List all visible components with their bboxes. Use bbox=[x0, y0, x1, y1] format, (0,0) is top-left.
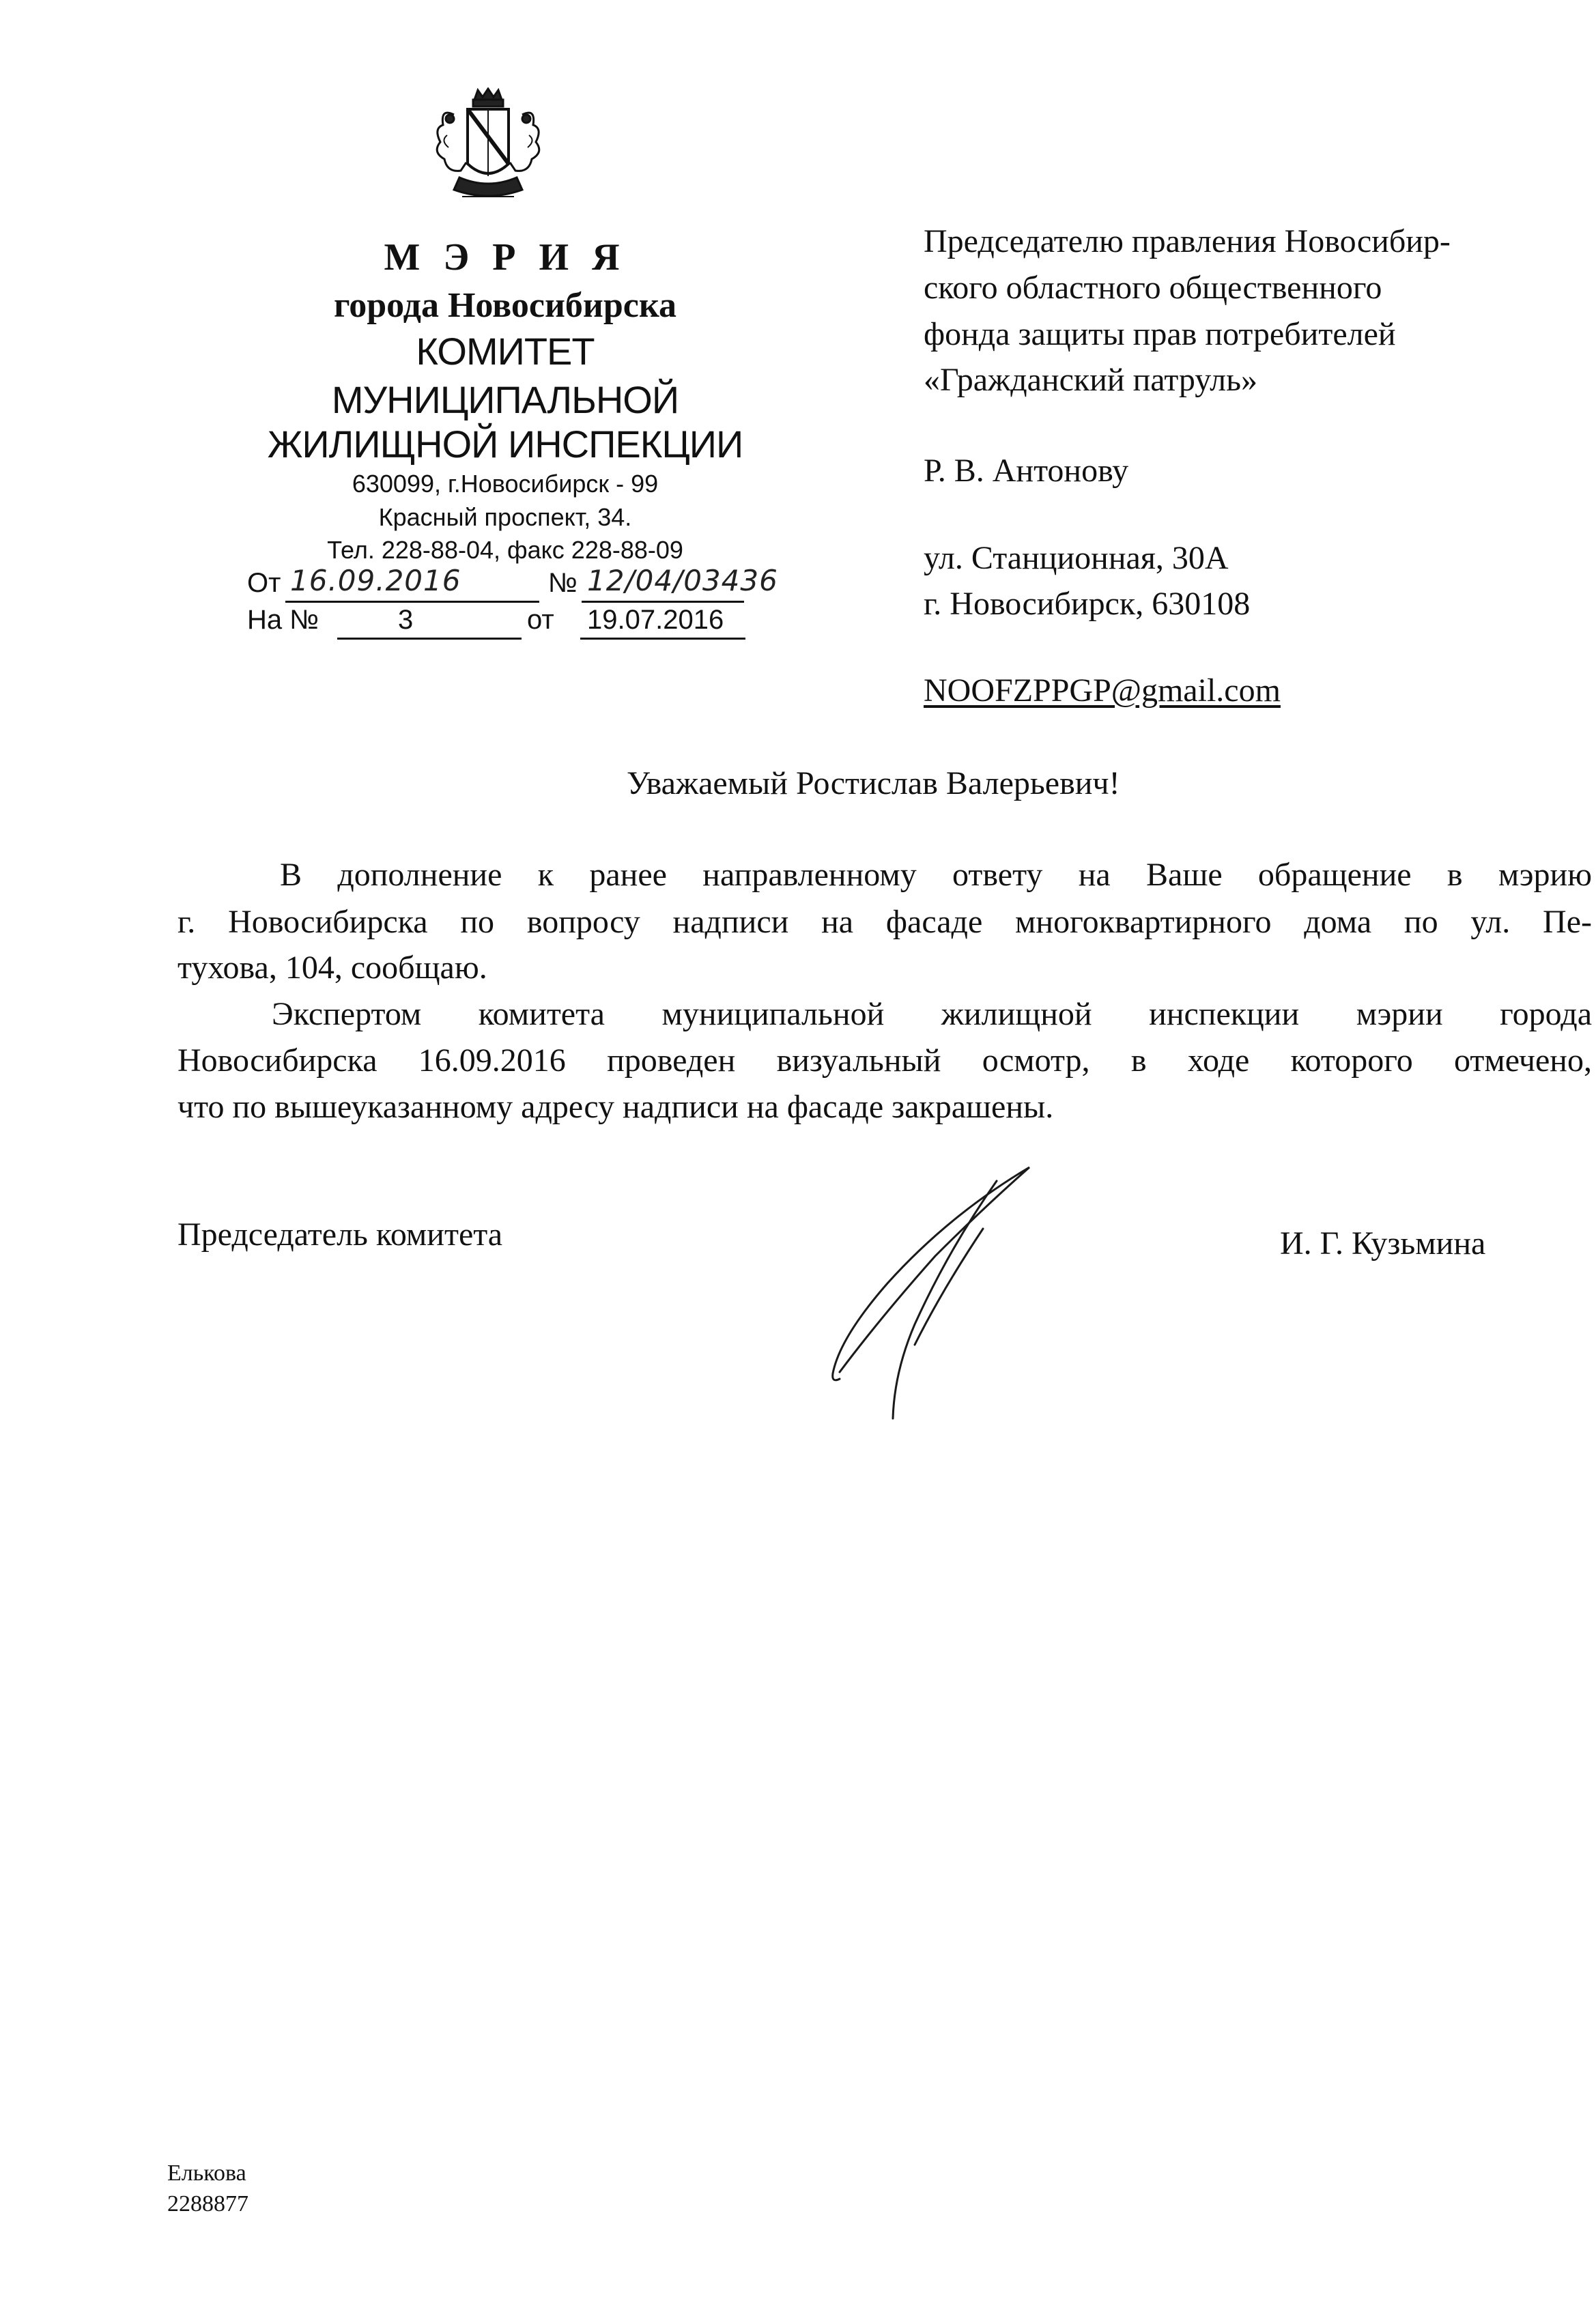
paragraph-line: Новосибирска 16.09.2016 проведен визуальный осмотр, в ходе которого отмечено, bbox=[177, 1042, 1592, 1079]
addressee-city: г. Новосибирск, 630108 bbox=[924, 586, 1251, 622]
letterhead-committee-line: ЖИЛИЩНОЙ ИНСПЕКЦИИ bbox=[267, 423, 743, 466]
addressee-email[interactable]: NOOFZPPGP@gmail.com bbox=[924, 672, 1281, 709]
addressee-line: Председателю правления Новосибир- bbox=[924, 223, 1451, 259]
salutation: Уважаемый Ростислав Валерьевич! bbox=[627, 765, 1120, 801]
addressee-line: «Гражданский патруль» bbox=[924, 362, 1258, 398]
paragraph-line: г. Новосибирска по вопросу надписи на фасаде многоквартирного дома по ул. Пе- bbox=[177, 904, 1592, 940]
paragraph-line: что по вышеуказанному адресу надписи на фасаде закрашены. bbox=[177, 1089, 1054, 1125]
addressee-street: ул. Станционная, 30А bbox=[924, 540, 1229, 576]
letterhead-phone: Тел. 228-88-04, факс 228-88-09 bbox=[327, 536, 683, 564]
addressee-line: фонда защиты прав потребителей bbox=[924, 316, 1396, 352]
signatory-name: И. Г. Кузьмина bbox=[1280, 1225, 1486, 1261]
paragraph-line: Экспертом комитета муниципальной жилищной инспекции мэрии города bbox=[272, 996, 1592, 1032]
letterhead-street: Красный проспект, 34. bbox=[378, 503, 632, 531]
from-label: От bbox=[247, 568, 281, 598]
outgoing-date: 16.09.2016 bbox=[290, 564, 461, 597]
signatory-position: Председатель комитета bbox=[177, 1216, 503, 1253]
re-from-label: от bbox=[527, 605, 554, 635]
re-date: 19.07.2016 bbox=[587, 605, 724, 635]
number-underline bbox=[582, 601, 744, 603]
handwritten-signature-icon bbox=[812, 1154, 1099, 1427]
letterhead-committee-line: КОМИТЕТ bbox=[416, 330, 595, 373]
letterhead-org: М Э Р И Я bbox=[384, 236, 627, 279]
re-label: На № bbox=[247, 605, 319, 635]
outgoing-number: 12/04/03436 bbox=[587, 564, 778, 597]
paragraph-line: тухова, 104, сообщаю. bbox=[177, 950, 487, 986]
addressee-line: ского областного общественного bbox=[924, 270, 1382, 306]
paragraph-line: В дополнение к ранее направленному ответу на Ваше обращение в мэрию bbox=[280, 857, 1592, 893]
number-label: № bbox=[548, 568, 578, 598]
letterhead-city: города Новосибирска bbox=[333, 286, 677, 325]
letterhead-committee-line: МУНИЦИПАЛЬНОЙ bbox=[331, 378, 679, 421]
coat-of-arms-icon bbox=[420, 87, 556, 212]
date-underline bbox=[285, 601, 539, 603]
letterhead-address: 630099, г.Новосибирск - 99 bbox=[352, 470, 659, 498]
re-number-underline bbox=[337, 638, 522, 640]
re-number: 3 bbox=[398, 605, 414, 635]
executor-phone: 2288877 bbox=[167, 2191, 248, 2216]
executor-name: Елькова bbox=[167, 2161, 246, 2186]
re-date-underline bbox=[580, 638, 745, 640]
addressee-name: Р. В. Антонову bbox=[924, 453, 1129, 489]
